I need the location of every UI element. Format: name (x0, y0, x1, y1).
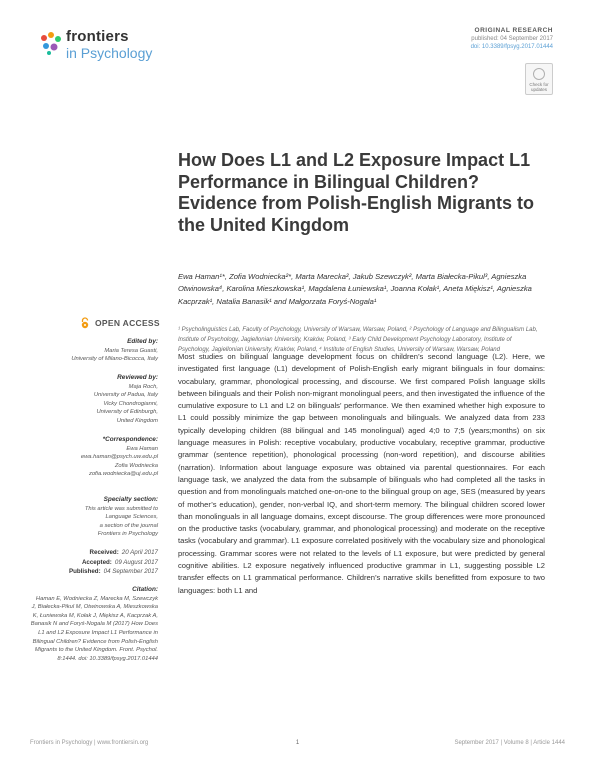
date-row (30, 567, 158, 577)
editor-line: Maria Teresa Guasti, (104, 347, 158, 354)
check-updates-icon (533, 68, 545, 80)
citation-heading: Citation: (132, 586, 158, 593)
journal-name: frontiers (66, 28, 129, 45)
page-footer (30, 740, 565, 750)
edited-by-section (30, 338, 158, 364)
date-row (30, 548, 158, 558)
specialty-line: Frontiers in Psychology (97, 531, 158, 538)
reviewer-line: University of Edinburgh, (96, 409, 158, 416)
reviewer-line: University of Padua, Italy (93, 392, 158, 399)
check-updates-label: Check for updates (529, 82, 549, 92)
citation-text: Haman E, Wodniecka Z, Marecka M, Szewczyk J, Białecka-Pikul M, Otwinowska A, Mieszkowska K, Łuniewska M, Kołak J, Miękisz A, Kacprzak A, Banasik N and Foryś-Nogala M (2017) How Does L1 and L2 Exposure Impact L1 Performance in Bilingual Children? Evidence from Polish-English Migrants to the United Kingdom. Front. Psychol. 8:1444. doi: 10.3389/fpsyg.2017.01444 (30, 595, 158, 662)
correspondence-heading: *Correspondence: (102, 436, 158, 443)
correspondence-section (30, 436, 158, 479)
published-date: published: 04 September 2017 (471, 36, 553, 42)
editor-line: University of Milano-Bicocca, Italy (71, 356, 158, 363)
correspondence-email-link[interactable]: zofia.wodniecka@uj.edu.pl (88, 471, 158, 478)
article-dates (30, 548, 158, 577)
reviewer-line: United Kingdom (116, 417, 158, 424)
citation-section (30, 586, 158, 663)
author-list: Ewa Haman¹*, Zofia Wodniecka²*, Marta Marecka², Jakub Szewczyk², Marta Białecka-Pikul³, Agnieszka Otwinowska⁴, Karolina Mieszkowska¹, Magdalena Łuniewska¹, Joanna Kołak¹, Aneta Miękisz¹, Agnieszka Kacprzak¹, Natalia Banasik¹ and Małgorzata Foryś-Nogala¹ (178, 272, 532, 306)
abstract-text: Most studies on bilingual language development focus on children’s second language (L2). Here, we investigated first language (L1) development of Polish-English early migrant bilinguals in four domains: vocabulary, grammar, phonological processing, and discourse. We first compared Polish language skills between bilinguals and their Polish non-migrant monolingual peers, and then investigated the influence of the cumulative exposure to L1 and L2 on bilinguals’ performance. We then examined whether high exposure to L1 could possibly minimize the gap between monolinguals and bilinguals. We analyzed data from 233 typically developing children (88 bilingual and 145 monolingual) aged 4;0 to 7;5 (years;months) on six language measures in Polish: receptive vocabulary, productive vocabulary, receptive grammar, productive grammar (sentence repetition), phonological processing (non-word repetition), and discourse abilities (narration). Information about language exposure was obtained via parental questionnaires. For each language task, we analyzed the data from the subsample of bilinguals who had completed all the tasks in question and from monolinguals matched one-on-one to the bilingual group on age, SES (measured by years of mother’s education), gender, non-verbal IQ, and short-term memory. The bilingual children scored lower than monolinguals in all language domains, except discourse. The group differences were more pronounced on the productive tasks (vocabulary, grammar, and phonological processing) and moderate on the receptive tasks (vocabulary and grammar). L1 exposure correlated positively with the vocabulary size and phonological processing. Grammar scores were not related to the levels of L1 exposure, but were predicted by general cognitive abilities. L2 exposure negatively influenced productive grammar in L1, suggesting possible L2 transfer effects on L1 grammatical performance. Children’s narrative skills benefitted from exposure to two languages: both L1 and (178, 352, 545, 595)
article-meta (471, 27, 553, 51)
reviewer-line: Maja Roch, (128, 383, 158, 390)
specialty-line: a section of the journal (99, 522, 158, 529)
specialty-heading: Specialty section: (103, 496, 158, 503)
specialty-section (30, 496, 158, 539)
date-label: Accepted: (81, 558, 112, 566)
correspondence-name: Zofia Wodniecka (114, 462, 158, 469)
frontiers-logo-icon (38, 30, 64, 56)
affiliations: ¹ Psycholinguistics Lab, Faculty of Psychology, University of Warsaw, Warsaw, Poland, ² Psychology of Language and Bilingualism Lab, Institute of Psychology, Jagiellonian University, Kraków, Poland, ³ Early Child Development Psychology Laboratory, Institute of Psychology, Jagiellonian University, Kraków, Poland, ⁴ Institute of English Studies, University of Warsaw, Warsaw, Poland (178, 327, 538, 354)
article-type: ORIGINAL RESEARCH (474, 27, 553, 34)
specialty-line: This article was submitted to (84, 505, 158, 512)
date-row (30, 558, 158, 568)
page-number: 1 (295, 740, 300, 746)
date-label: Received: (89, 549, 119, 556)
date-value: 04 September 2017 (103, 568, 158, 576)
journal-subtitle: in Psychology (66, 45, 153, 61)
correspondence-name: Ewa Haman (126, 445, 158, 452)
reviewed-by-heading: Reviewed by: (117, 374, 158, 381)
footer-journal: Frontiers in Psychology | www.frontiersin.org (30, 740, 149, 746)
doi-link[interactable]: doi: 10.3389/fpsyg.2017.01444 (470, 44, 553, 50)
check-for-updates-badge[interactable] (525, 63, 553, 95)
correspondence-email-link[interactable]: ewa.haman@psych.uw.edu.pl (80, 454, 158, 461)
date-label: Published: (69, 568, 101, 576)
open-access-label: OPEN ACCESS (95, 318, 160, 328)
date-value: 20 April 2017 (121, 549, 158, 556)
date-value: 09 August 2017 (114, 558, 158, 566)
reviewed-by-section (30, 374, 158, 426)
edited-by-heading: Edited by: (127, 338, 158, 345)
reviewer-line: Vicky Chondrogianni, (103, 400, 158, 407)
article-title: How Does L1 and L2 Exposure Impact L1 Performance in Bilingual Children? Evidence from Polish-English Migrants to the United Kingdom (178, 150, 535, 235)
footer-issue-info: September 2017 | Volume 8 | Article 1444 (454, 740, 565, 746)
open-access-lock-icon (79, 317, 91, 329)
specialty-link[interactable]: Language Sciences, (105, 514, 158, 521)
